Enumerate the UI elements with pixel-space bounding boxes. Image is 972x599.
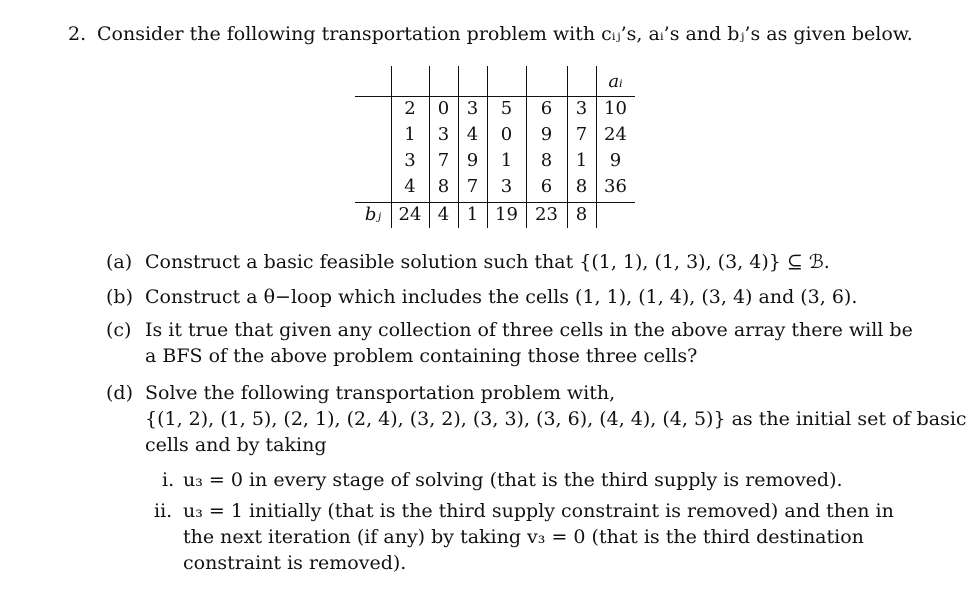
table-cell: 9 [540,124,553,145]
part-a-label: (a) [106,251,133,273]
table-cell: 6 [540,98,553,119]
demand-cell: 1 [466,204,479,225]
subpart-ii-text-line1: u₃ = 1 initially (that is the third supply constraint is removed) and then in [183,500,894,522]
table-cell: 1 [500,150,513,171]
table-cell: 0 [437,98,450,119]
table-cell: 3 [466,98,479,119]
part-c-text-line1: Is it true that given any collection of three cells in the above array there will be [145,319,913,341]
demand-cell: 8 [575,204,588,225]
table-cell: 3 [575,98,588,119]
subpart-ii-text-line2: the next iteration (if any) by taking v₃ = 0 (that is the third destination [183,526,864,548]
part-d-text-line1: Solve the following transportation problem with, [145,382,616,404]
part-c-label: (c) [106,319,132,341]
table-cell: 0 [500,124,513,145]
table-cell: 8 [575,176,588,197]
ai-header: aᵢ [608,71,623,92]
part-d-label: (d) [106,382,133,404]
subpart-ii-label: ii. [154,500,173,522]
table-cell: 5 [500,98,513,119]
part-a-text: Construct a basic feasible solution such that {(1, 1), (1, 3), (3, 4)} ⊆ ℬ. [145,251,830,273]
table-cell: 7 [466,176,479,197]
part-d-text-line2: {(1, 2), (1, 5), (2, 1), (2, 4), (3, 2), (3, 3), (3, 6), (4, 4), (4, 5)} as the initial set of basic [145,408,967,430]
table-cell: 6 [540,176,553,197]
table-cell: 9 [466,150,479,171]
transportation-table [355,66,635,228]
bj-label: bⱼ [364,204,382,225]
table-cell: 2 [404,98,416,119]
supply-cell: 10 [604,98,627,119]
part-b-text: Construct a θ−loop which includes the cells (1, 1), (1, 4), (3, 4) and (3, 6). [145,286,858,308]
table-cell: 3 [437,124,450,145]
table-cell: 7 [575,124,588,145]
supply-cell: 9 [609,150,622,171]
subpart-i-text: u₃ = 0 in every stage of solving (that is the third supply is removed). [183,469,843,491]
table-cell: 1 [575,150,588,171]
table-cell: 3 [404,150,416,171]
demand-cell: 4 [437,204,450,225]
table-cell: 1 [404,124,416,145]
demand-cell: 23 [535,204,558,225]
table-cell: 7 [437,150,450,171]
problem-intro: Consider the following transportation problem with cᵢⱼ’s, aᵢ’s and bⱼ’s as given below. [97,23,913,45]
part-c-text-line2: a BFS of the above problem containing those three cells? [145,345,698,367]
supply-cell: 36 [604,176,627,197]
supply-cell: 24 [604,124,627,145]
demand-cell: 24 [398,204,422,225]
table-cell: 3 [500,176,513,197]
table-cell: 8 [540,150,553,171]
demand-cell: 19 [495,204,518,225]
table-cell: 4 [466,124,479,145]
part-b-label: (b) [106,286,133,308]
table-cell: 4 [404,176,416,197]
problem-number: 2. [68,23,87,45]
table-cell: 8 [437,176,450,197]
part-d-text-line3: cells and by taking [145,434,327,456]
subpart-i-label: i. [162,469,175,491]
subpart-ii-text-line3: constraint is removed). [183,552,407,574]
